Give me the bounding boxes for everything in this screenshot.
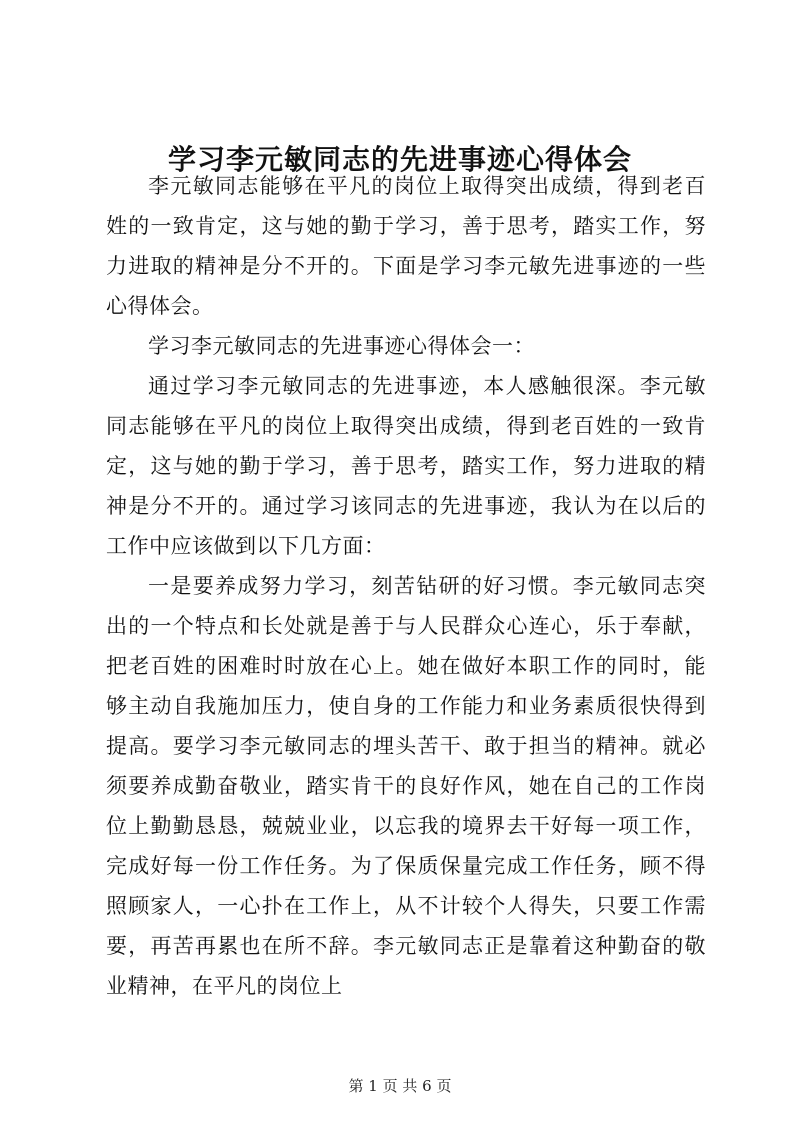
document-title: 学习李元敏同志的先进事迹心得体会 — [167, 143, 632, 176]
document-body — [106, 166, 706, 1006]
paragraph-section-heading: 学习李元敏同志的先进事迹心得体会一： — [148, 334, 535, 358]
paragraph-point-one: 一是要养成努力学习，刻苦钻研的好习惯。李元敏同志突出的一个特点和长处就是善于与人民群众心连心，乐于奉献，把老百姓的困难时时放在心上。她在做好本职工作的同时，能够主动自我施加压力，使自身的工作能力和业务素质很快得到提高。要学习李元敏同志的埋头苦干、敢于担当的精神。就必须要养成勤奋敬业，踏实肯干的良好作风，她在自己的工作岗位上勤勤恳恳，兢兢业业，以忘我的境界去干好每一项工作，完成好每一份工作任务。为了保质保量完成工作任务，顾不得照顾家人，一心扑在工作上，从不计较个人得失，只要工作需要，再苦再累也在所不辞。李元敏同志正是靠着这种勤奋的敬业精神，在平凡的岗位上 — [106, 574, 706, 998]
paragraph-reflection: 通过学习李元敏同志的先进事迹，本人感触很深。李元敏同志能够在平凡的岗位上取得突出成绩，得到老百姓的一致肯定，这与她的勤于学习，善于思考，踏实工作，努力进取的精神是分不开的。通过学习该同志的先进事迹，我认为在以后的工作中应该做到以下几方面： — [106, 374, 706, 558]
page-footer: 第 1 页 共 6 页 — [348, 1077, 452, 1095]
paragraph-intro: 李元敏同志能够在平凡的岗位上取得突出成绩，得到老百姓的一致肯定，这与她的勤于学习，善于思考，踏实工作，努力进取的精神是分不开的。下面是学习李元敏先进事迹的一些心得体会。 — [106, 174, 706, 318]
